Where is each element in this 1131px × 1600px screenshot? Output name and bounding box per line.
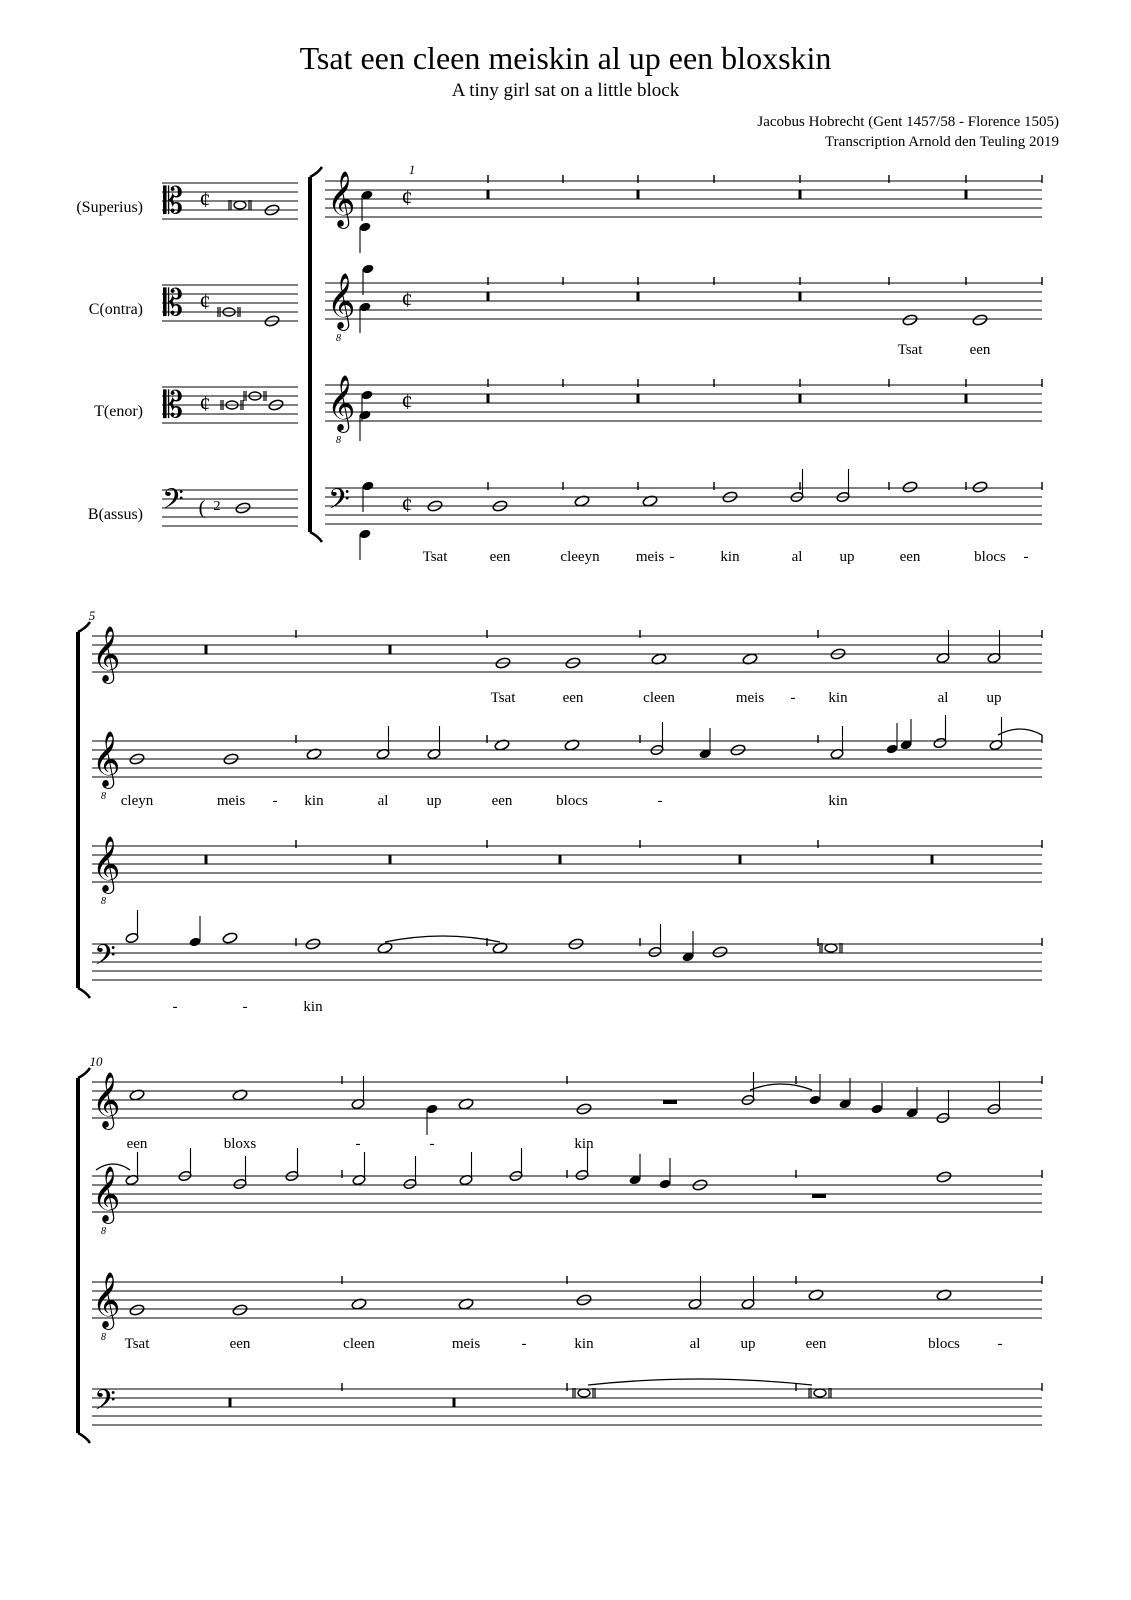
tenor-treble-clef: 𝄞 bbox=[92, 838, 121, 891]
breve-rest bbox=[389, 855, 392, 864]
tenor-treble-clef: 𝄞 bbox=[92, 1168, 121, 1221]
breve-rest bbox=[931, 855, 934, 864]
semibreve-note bbox=[972, 314, 988, 327]
voice-label: B(assus) bbox=[87, 506, 143, 523]
tenor-treble-clef: 𝄞 bbox=[327, 275, 356, 328]
tie bbox=[998, 729, 1042, 735]
measure-number: 10 bbox=[89, 1054, 103, 1069]
breve-rest bbox=[205, 855, 208, 864]
c-clef: 𝄡 bbox=[163, 181, 184, 221]
cut-time-sign: ¢ bbox=[199, 289, 211, 314]
lyric-syllable: up bbox=[740, 1336, 756, 1352]
breve-head bbox=[814, 1389, 826, 1397]
treble-clef: 𝄞 bbox=[92, 628, 121, 681]
semibreve-note bbox=[129, 1304, 145, 1317]
breve-rest bbox=[799, 292, 802, 301]
semibreve-note bbox=[222, 932, 238, 945]
measure-number: 5 bbox=[88, 608, 96, 623]
mensuration-paren: ( bbox=[198, 497, 206, 519]
octave-marker: 8 bbox=[101, 791, 106, 802]
cut-time-sign: ¢ bbox=[401, 287, 413, 312]
c-clef: 𝄡 bbox=[163, 283, 184, 323]
voice-label: C(ontra) bbox=[88, 301, 143, 318]
lyric-syllable: cleyn bbox=[120, 793, 154, 809]
breve-rest bbox=[965, 190, 968, 199]
cut-time-sign: ¢ bbox=[401, 389, 413, 414]
lyric-syllable: - bbox=[172, 999, 178, 1015]
lyric-syllable: meis bbox=[451, 1336, 481, 1352]
lyric-syllable: al bbox=[791, 549, 803, 565]
staff-system2-voice4 bbox=[92, 944, 1042, 980]
bracket-hook bbox=[78, 1433, 90, 1443]
lyric-syllable: al bbox=[937, 690, 949, 706]
voice-label: T(enor) bbox=[94, 403, 143, 420]
minim-note bbox=[933, 737, 947, 749]
lyric-syllable: kin bbox=[304, 793, 324, 809]
tie bbox=[588, 1379, 812, 1385]
semibreve-note bbox=[972, 481, 988, 494]
composer-credit: Jacobus Hobrecht (Gent 1457/58 - Florence 1505) bbox=[757, 114, 1059, 130]
lyric-syllable: kin bbox=[303, 999, 323, 1015]
lyric-syllable: - bbox=[272, 793, 278, 809]
lyric-syllable: kin bbox=[574, 1136, 594, 1152]
lyric-syllable: al bbox=[689, 1336, 701, 1352]
lyric-syllable: meis bbox=[735, 690, 765, 706]
bass-clef: 𝄢 bbox=[328, 485, 350, 522]
lyric-syllable: een bbox=[562, 690, 584, 706]
breve-rest bbox=[799, 394, 802, 403]
cut-time-sign: ¢ bbox=[401, 492, 413, 517]
minim-note bbox=[648, 946, 662, 958]
cut-time-sign: ¢ bbox=[401, 185, 413, 210]
breve-rest bbox=[559, 855, 562, 864]
lyric-syllable: bloxs bbox=[223, 1136, 257, 1152]
lyric-syllable: kin bbox=[574, 1336, 594, 1352]
lyric-syllable: blocs bbox=[928, 1336, 960, 1352]
lyric-syllable: - bbox=[657, 793, 663, 809]
tie bbox=[385, 936, 500, 942]
staff-system1-voice3 bbox=[325, 385, 1042, 421]
transcriber-credit: Transcription Arnold den Teuling 2019 bbox=[825, 134, 1059, 150]
piece-title: Tsat een cleen meiskin al up een bloxskin bbox=[299, 40, 832, 76]
lyric-syllable: meis bbox=[216, 793, 246, 809]
bass-clef: 𝄢 bbox=[94, 941, 116, 978]
lyric-syllable: cleen bbox=[643, 690, 675, 706]
minim-note bbox=[403, 1178, 417, 1190]
breve-head bbox=[234, 201, 246, 209]
breve-rest bbox=[739, 855, 742, 864]
lyric-syllable: al bbox=[377, 793, 389, 809]
lyric-syllable: up bbox=[986, 690, 1002, 706]
lyric-syllable: meis bbox=[635, 549, 665, 565]
staff-system2-voice3 bbox=[92, 846, 1042, 882]
breve-rest bbox=[965, 394, 968, 403]
staff-system3-voice1 bbox=[92, 1082, 1042, 1118]
lyric-syllable: een bbox=[969, 342, 991, 358]
breve-rest bbox=[205, 645, 208, 654]
lyric-syllable: blocs bbox=[974, 549, 1006, 565]
lyric-syllable: blocs bbox=[556, 793, 588, 809]
lyric-syllable: - bbox=[355, 1136, 361, 1152]
treble-clef: 𝄞 bbox=[92, 1074, 121, 1127]
lyric-syllable: een bbox=[126, 1136, 148, 1152]
lyric-syllable: kin bbox=[828, 690, 848, 706]
lyric-syllable: Tsat bbox=[422, 549, 448, 565]
bracket-hook bbox=[78, 622, 90, 632]
tenor-treble-clef: 𝄞 bbox=[92, 733, 121, 786]
breve-rest bbox=[453, 1398, 456, 1407]
octave-marker: 8 bbox=[101, 1332, 106, 1343]
breve-rest bbox=[487, 394, 490, 403]
bass-clef: 𝄢 bbox=[162, 485, 184, 522]
lyric-syllable: - bbox=[429, 1136, 435, 1152]
breve-head bbox=[578, 1389, 590, 1397]
bass-clef: 𝄢 bbox=[94, 1386, 116, 1423]
minim-rest bbox=[663, 1100, 677, 1104]
lyric-syllable: Tsat bbox=[897, 342, 923, 358]
lyric-syllable: - bbox=[669, 549, 675, 565]
lyric-syllable: kin bbox=[720, 549, 740, 565]
bracket-hook bbox=[310, 167, 322, 177]
lyric-syllable: - bbox=[521, 1336, 527, 1352]
breve-rest bbox=[487, 190, 490, 199]
staff-system3-voice3 bbox=[92, 1282, 1042, 1318]
lyric-syllable: - bbox=[242, 999, 248, 1015]
breve-rest bbox=[799, 190, 802, 199]
minim-note bbox=[125, 932, 139, 944]
lyric-syllable: cleeyn bbox=[560, 549, 600, 565]
breve-rest bbox=[637, 190, 640, 199]
lyric-syllable: een bbox=[899, 549, 921, 565]
treble-clef: 𝄞 bbox=[327, 173, 356, 226]
lyric-syllable: up bbox=[839, 549, 855, 565]
semibreve-note bbox=[232, 1304, 248, 1317]
staff-system1-voice2 bbox=[325, 283, 1042, 319]
lyric-syllable: - bbox=[997, 1336, 1003, 1352]
semibreve-note bbox=[936, 1171, 952, 1184]
lyric-syllable: up bbox=[426, 793, 442, 809]
staff-system3-voice2 bbox=[92, 1176, 1042, 1212]
lyric-syllable: kin bbox=[828, 793, 848, 809]
octave-marker: 8 bbox=[101, 896, 106, 907]
lyric-syllable: - bbox=[790, 690, 796, 706]
bracket-hook bbox=[78, 1068, 90, 1078]
voice-label: (Superius) bbox=[76, 199, 143, 216]
lyric-syllable: Tsat bbox=[124, 1336, 150, 1352]
staff-system1-voice1 bbox=[325, 181, 1042, 217]
cut-time-sign: ¢ bbox=[199, 391, 211, 416]
piece-subtitle: A tiny girl sat on a little block bbox=[451, 80, 680, 101]
measure-number: 1 bbox=[408, 162, 416, 177]
minim-note bbox=[233, 1178, 247, 1190]
semibreve-note bbox=[712, 946, 728, 959]
mensuration-number: 2 bbox=[213, 499, 221, 514]
bracket-hook bbox=[78, 988, 90, 998]
cut-time-sign: ¢ bbox=[199, 187, 211, 212]
staff-system3-voice4 bbox=[92, 1389, 1042, 1425]
breve-rest bbox=[229, 1398, 232, 1407]
lyric-syllable: - bbox=[1023, 549, 1029, 565]
breve-rest bbox=[637, 292, 640, 301]
semibreve-note bbox=[902, 481, 918, 494]
tie bbox=[750, 1084, 812, 1090]
lyric-syllable: een bbox=[229, 1336, 251, 1352]
minim-note bbox=[575, 1169, 589, 1181]
minim-rest bbox=[812, 1194, 826, 1198]
bracket-hook bbox=[310, 532, 322, 542]
lyric-syllable: een bbox=[491, 793, 513, 809]
octave-marker: 8 bbox=[336, 333, 341, 344]
lyric-syllable: een bbox=[805, 1336, 827, 1352]
c-clef: 𝄡 bbox=[163, 385, 184, 425]
lyric-syllable: een bbox=[489, 549, 511, 565]
lyric-syllable: Tsat bbox=[490, 690, 516, 706]
breve-rest bbox=[637, 394, 640, 403]
semibreve-note bbox=[902, 314, 918, 327]
octave-marker: 8 bbox=[336, 435, 341, 446]
staff-system2-voice2 bbox=[92, 741, 1042, 777]
tenor-treble-clef: 𝄞 bbox=[92, 1274, 121, 1327]
breve-rest bbox=[389, 645, 392, 654]
octave-marker: 8 bbox=[101, 1226, 106, 1237]
breve-rest bbox=[487, 292, 490, 301]
lyric-syllable: cleen bbox=[343, 1336, 375, 1352]
breve-head bbox=[825, 944, 837, 952]
tenor-treble-clef: 𝄞 bbox=[327, 377, 356, 430]
staff-system1-voice4 bbox=[325, 488, 1042, 524]
